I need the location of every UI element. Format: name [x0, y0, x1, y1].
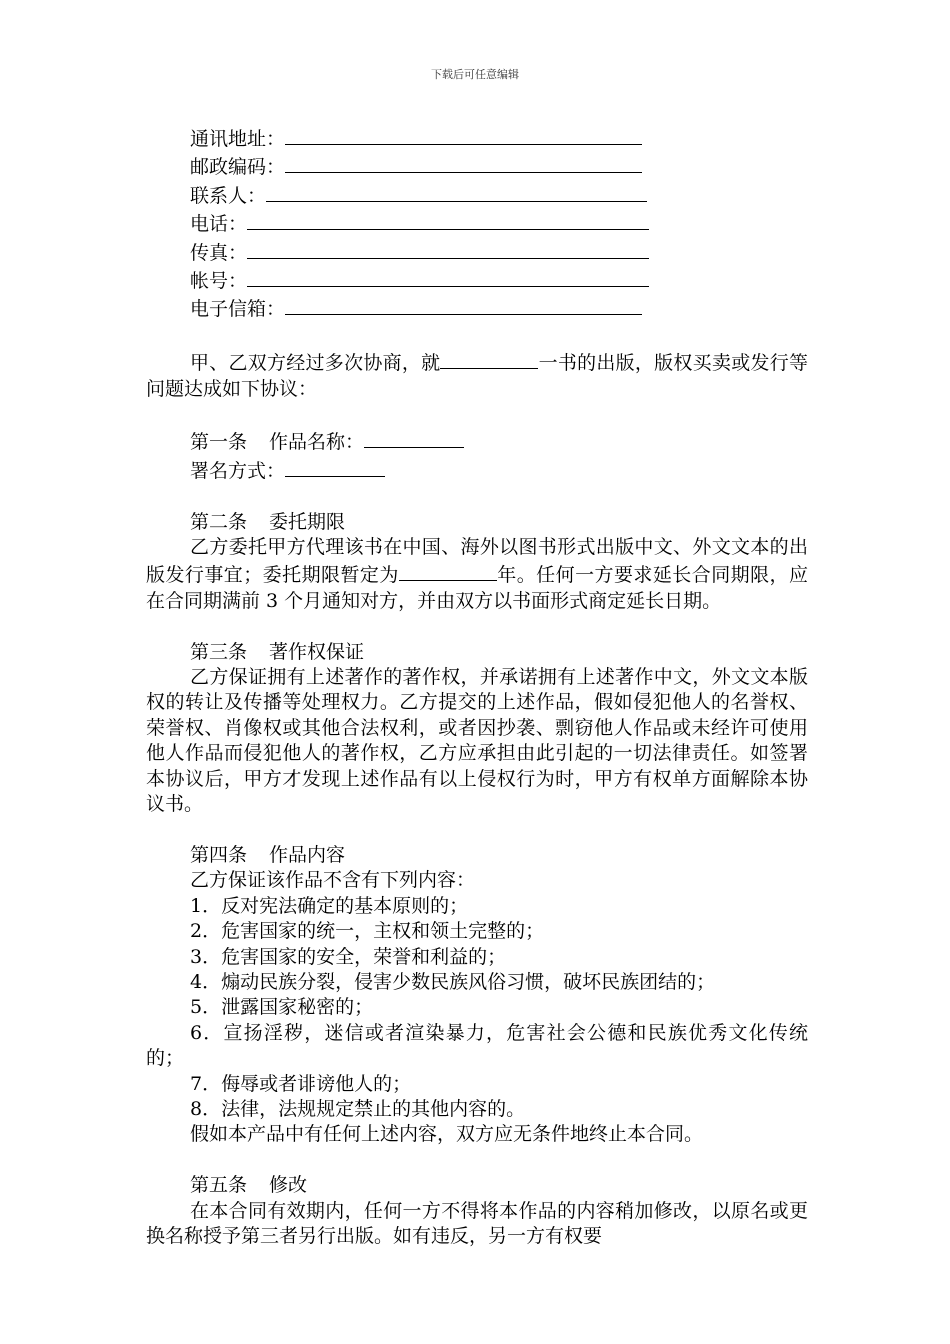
- article-5-heading: 第五条 修改: [190, 1174, 308, 1197]
- article-3-text: 乙方保证拥有上述著作的著作权，并承诺拥有上述著作中文，外文文本版权的转让及传播等处理权力。乙方提交的上述作品，假如侵犯他人的名誉权、荣誉权、肖像权或其他合法权利，或者因抄袭、剽窃他人作品或未经许可使用他人作品而侵犯他人的著作权，乙方应承担由此引起的一切法律责任。如签署本协议后，甲方才发现上述作品有以上侵权行为时，甲方有权单方面解除本协议书。: [146, 666, 808, 816]
- article-2-text: 乙方委托甲方代理该书在中国、海外以图书形式出版中文、外文文本的出版发行事宜；委托期限暂定为 年。任何一方要求延长合同期限，应在合同期满前 3 个月通知对方，并由双方以书面形式商定延长日期。: [146, 536, 808, 612]
- article-5-text: 在本合同有效期内，任何一方不得将本作品的内容稍加修改，以原名或更换名称授予第三者另行出版。如有违反，另一方有权要: [146, 1199, 808, 1247]
- blank-line: [247, 238, 649, 259]
- header-note: 下载后可任意编辑: [431, 68, 519, 81]
- blank-line: [285, 294, 642, 315]
- list-item: 3．危害国家的安全，荣誉和利益的；: [190, 945, 507, 968]
- list-item: 1．反对宪法确定的基本原则的；: [190, 894, 469, 917]
- article-4-lead: 乙方保证该作品不含有下列内容：: [190, 869, 476, 892]
- sign-method: 署名方式：: [146, 456, 808, 484]
- field-fax: [146, 238, 808, 266]
- article-4-heading: 第四条 作品内容: [190, 843, 346, 866]
- blank-line: [364, 427, 464, 448]
- list-item: 4．煽动民族分裂，侵害少数民族风俗习惯，破坏民族团结的；: [190, 970, 716, 993]
- field-label: 邮政编码：: [190, 156, 286, 179]
- blank-line: [285, 124, 642, 145]
- field-label: 传真：: [190, 241, 248, 264]
- field-email: [146, 294, 808, 322]
- article-3-heading: 第三条 著作权保证: [190, 640, 365, 663]
- list-item: 5．泄露国家秘密的；: [190, 996, 374, 1019]
- blank-line: [247, 209, 649, 230]
- list-item: 6．宣扬淫秽，迷信或者渲染暴力，危害社会公德和民族优秀文化传统的；: [146, 1021, 808, 1070]
- blank-line: [285, 456, 385, 477]
- blank-line: [399, 560, 497, 581]
- intro-paragraph: 甲、乙双方经过多次协商，就 一书的出版，版权买卖或发行等问题达成如下协议：: [146, 348, 808, 402]
- field-label: 帐号：: [190, 270, 248, 293]
- field-contact: [146, 181, 808, 209]
- field-address: [146, 124, 808, 152]
- field-label: 通讯地址：: [190, 128, 286, 150]
- field-label: 联系人：: [190, 184, 267, 207]
- blank-line: [285, 152, 642, 173]
- field-postcode: [146, 152, 808, 180]
- blank-line: [247, 266, 649, 287]
- blank-line: [266, 181, 647, 202]
- list-item: 7．侮辱或者诽谤他人的；: [190, 1072, 412, 1095]
- field-label: 电子信箱：: [190, 298, 286, 321]
- field-label: 电话：: [190, 213, 248, 236]
- blank-line: [440, 348, 538, 369]
- field-account: [146, 266, 808, 294]
- document-body: [146, 124, 808, 1249]
- contact-fields: [146, 124, 808, 323]
- field-phone: [146, 209, 808, 237]
- list-item: 2．危害国家的统一，主权和领土完整的；: [190, 920, 545, 943]
- list-item: 8．法律，法规规定禁止的其他内容的。: [190, 1097, 526, 1120]
- article-2-heading: 第二条 委托期限: [190, 510, 346, 533]
- article-1-heading: 第一条 作品名称：: [146, 427, 808, 455]
- article-4-closing: 假如本产品中有任何上述内容，双方应无条件地终止本合同。: [190, 1123, 704, 1146]
